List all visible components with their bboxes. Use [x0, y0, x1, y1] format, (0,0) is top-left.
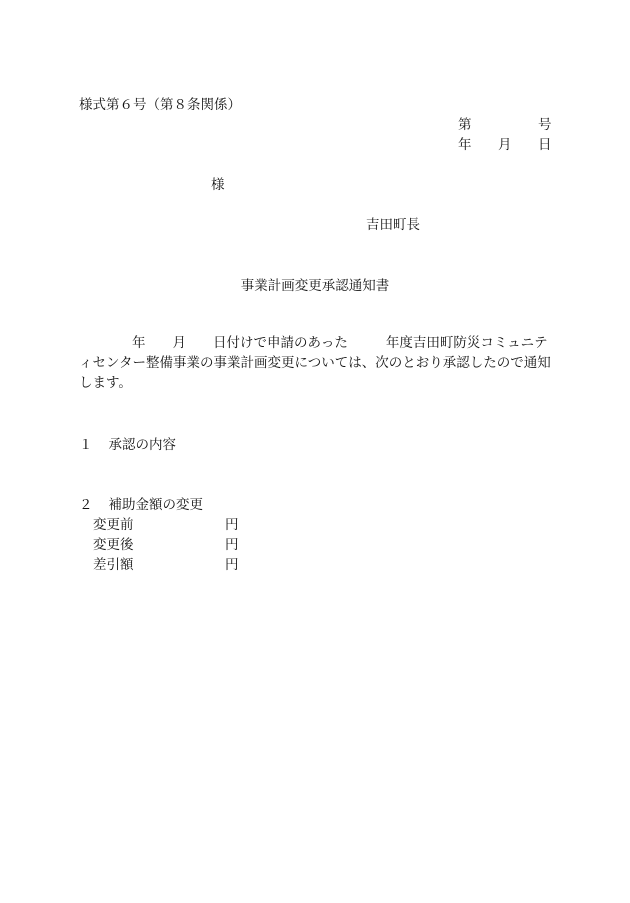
- section-2-number: ２: [79, 497, 93, 513]
- section-2-heading: [79, 495, 203, 515]
- amount-row-label: 変更前: [93, 517, 134, 533]
- body-month: 月: [172, 335, 186, 351]
- body-text: 日付けで申請のあった: [213, 335, 348, 351]
- date-day: 日: [538, 137, 552, 153]
- section-2-title: 補助金額の変更: [108, 497, 203, 513]
- number-suffix: 号: [538, 117, 552, 133]
- amount-row-label: 差引額: [93, 557, 134, 573]
- form-id: 様式第６号（第８条関係）: [79, 97, 241, 113]
- body-year: 年: [132, 335, 146, 351]
- amount-row-unit: 円: [225, 537, 239, 553]
- body-line-3: します。: [79, 375, 132, 391]
- date-month: 月: [498, 137, 512, 153]
- body-paragraph: [79, 333, 553, 393]
- body-line-2: ィセンター整備事業の事業計画変更については、次のとおり承認したので通知: [79, 355, 551, 371]
- amount-row-unit: 円: [225, 557, 239, 573]
- section-1-number: １: [79, 437, 93, 453]
- date-year: 年: [458, 137, 472, 153]
- sender: 吉田町長: [366, 217, 420, 233]
- amount-row-unit: 円: [225, 517, 239, 533]
- amount-row-label: 変更後: [93, 537, 134, 553]
- number-prefix: 第: [458, 117, 472, 133]
- body-line-1: [79, 333, 553, 353]
- body-tail: 年度吉田町防災コミュニテ: [385, 335, 548, 351]
- section-1-title: 承認の内容: [108, 437, 176, 453]
- section-1-heading: [79, 435, 176, 455]
- document-title: 事業計画変更承認通知書: [240, 278, 390, 294]
- addressee: 様: [211, 177, 225, 193]
